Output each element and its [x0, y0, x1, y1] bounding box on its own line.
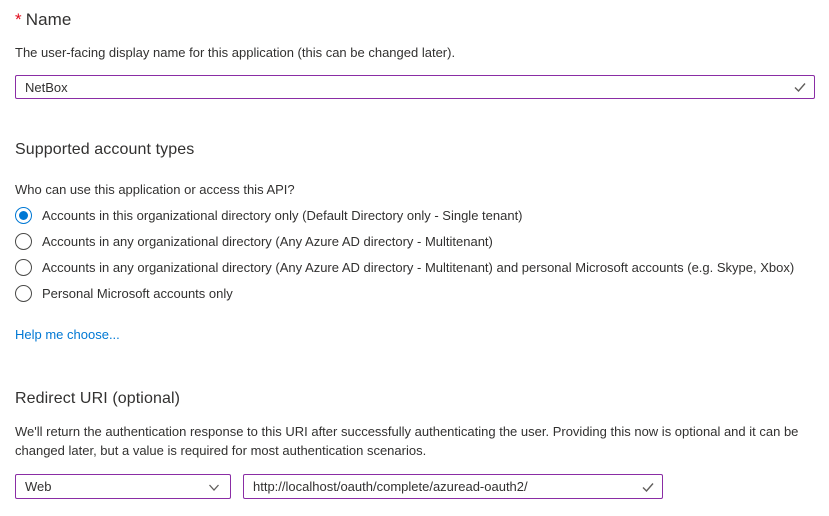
radio-selected-icon [15, 207, 32, 224]
radio-option-multitenant-personal[interactable] [15, 258, 794, 276]
name-section-title [15, 10, 71, 30]
radio-option-personal-only[interactable] [15, 284, 233, 302]
name-input[interactable] [15, 75, 815, 99]
radio-unselected-icon [15, 259, 32, 276]
redirect-uri-description: We'll return the authentication response to this URI after successfully authenticating the user. Providing this now is optional and it can be changed later, but a value is required for most authentication scenarios. [15, 424, 799, 458]
name-field-wrap [15, 75, 815, 99]
account-types-question: Who can use this application or access this API? [15, 182, 295, 197]
redirect-uri-field-wrap [243, 474, 663, 499]
redirect-uri-input[interactable] [243, 474, 663, 499]
help-me-choose-link[interactable]: Help me choose... [15, 327, 120, 342]
account-types-section-title: Supported account types [15, 141, 195, 158]
name-title-text: Name [25, 10, 72, 29]
radio-option-label: Accounts in any organizational directory (Any Azure AD directory - Multitenant) [42, 233, 493, 249]
radio-option-multitenant[interactable] [15, 232, 493, 250]
radio-option-label: Accounts in any organizational directory (Any Azure AD directory - Multitenant) and personal Microsoft accounts (e.g. Skype, Xbox) [42, 259, 795, 275]
radio-unselected-icon [15, 285, 32, 302]
radio-unselected-icon [15, 233, 32, 250]
platform-select-value: Web [25, 479, 52, 494]
radio-option-single-tenant[interactable] [15, 206, 523, 224]
redirect-uri-section-title: Redirect URI (optional) [15, 390, 181, 407]
radio-option-label: Accounts in this organizational directory only (Default Directory only - Single tenant) [42, 207, 523, 223]
radio-option-label: Personal Microsoft accounts only [42, 285, 233, 301]
required-asterisk: * [15, 10, 22, 29]
chevron-down-icon [207, 480, 221, 494]
name-description: The user-facing display name for this application (this can be changed later). [15, 45, 456, 60]
platform-select[interactable] [15, 474, 231, 499]
